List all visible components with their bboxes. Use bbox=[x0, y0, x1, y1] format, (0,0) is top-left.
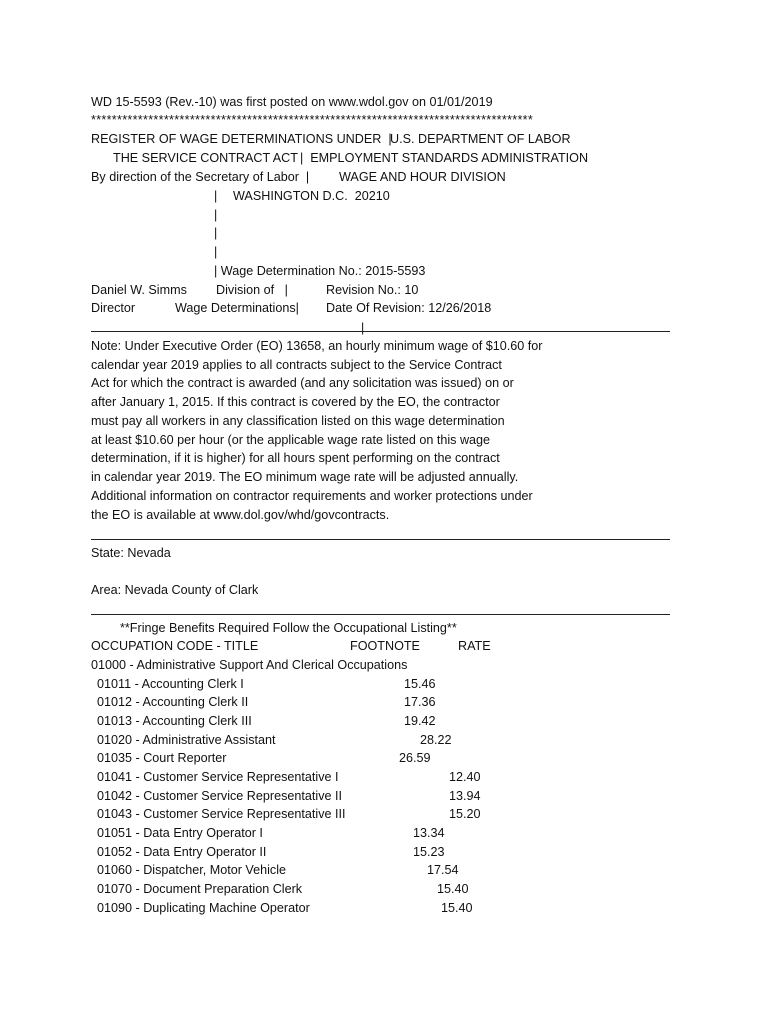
occupation-group-heading: 01000 - Administrative Support And Clerical Occupations bbox=[91, 658, 408, 672]
occupation-rate: 13.34 bbox=[413, 826, 445, 840]
note-line: at least $10.60 per hour (or the applicable wage rate listed on this wage bbox=[91, 433, 491, 447]
column-header-rate: RATE bbox=[458, 639, 491, 653]
employment-standards-heading: | EMPLOYMENT STANDARDS ADMINISTRATION bbox=[300, 151, 589, 165]
occupation-code-title: 01035 - Court Reporter bbox=[97, 751, 227, 765]
register-heading: REGISTER OF WAGE DETERMINATIONS UNDER | bbox=[91, 132, 392, 146]
divider-rule bbox=[91, 331, 670, 332]
occupation-rate: 15.40 bbox=[437, 882, 469, 896]
star-divider: ************************************************************************************* bbox=[91, 113, 534, 127]
note-line: the EO is available at www.dol.gov/whd/govcontracts. bbox=[91, 508, 390, 522]
note-line: must pay all workers in any classification listed on this wage determination bbox=[91, 414, 505, 428]
occupation-code-title: 01011 - Accounting Clerk I bbox=[97, 677, 244, 691]
divider-pipe: | bbox=[361, 321, 365, 335]
service-contract-act-heading: THE SERVICE CONTRACT ACT bbox=[113, 151, 298, 165]
occupation-rate: 15.46 bbox=[404, 677, 436, 691]
division-of-label: Division of | bbox=[216, 283, 288, 297]
occupation-code-title: 01020 - Administrative Assistant bbox=[97, 733, 276, 747]
posting-line: WD 15-5593 (Rev.-10) was first posted on www.wdol.gov on 01/01/2019 bbox=[91, 95, 493, 109]
occupation-rate: 15.23 bbox=[413, 845, 445, 859]
column-header-footnote: FOOTNOTE bbox=[350, 639, 420, 653]
occupation-code-title: 01043 - Customer Service Representative III bbox=[97, 807, 346, 821]
signatory-title: Director bbox=[91, 301, 136, 315]
note-line: Note: Under Executive Order (EO) 13658, an hourly minimum wage of $10.60 for bbox=[91, 339, 543, 353]
note-line: Additional information on contractor requirements and worker protections under bbox=[91, 489, 533, 503]
area-line: Area: Nevada County of Clark bbox=[91, 583, 259, 597]
signatory-name: Daniel W. Simms bbox=[91, 283, 187, 297]
occupation-code-title: 01070 - Document Preparation Clerk bbox=[97, 882, 303, 896]
state-line: State: Nevada bbox=[91, 546, 171, 560]
occupation-code-title: 01051 - Data Entry Operator I bbox=[97, 826, 263, 840]
secretary-direction-line: By direction of the Secretary of Labor | bbox=[91, 170, 310, 184]
date-of-revision: Date Of Revision: 12/26/2018 bbox=[326, 301, 492, 315]
occupation-code-title: 01090 - Duplicating Machine Operator bbox=[97, 901, 310, 915]
wage-determinations-label: Wage Determinations| bbox=[175, 301, 299, 315]
occupation-code-title: 01012 - Accounting Clerk II bbox=[97, 695, 249, 709]
occupation-rate: 17.36 bbox=[404, 695, 436, 709]
header-pipe: | bbox=[214, 208, 218, 222]
occupation-rate: 19.42 bbox=[404, 714, 436, 728]
note-line: Act for which the contract is awarded (and any solicitation was issued) on or bbox=[91, 376, 514, 390]
note-line: after January 1, 2015. If this contract is covered by the EO, the contractor bbox=[91, 395, 500, 409]
occupation-code-title: 01042 - Customer Service Representative II bbox=[97, 789, 342, 803]
divider-rule bbox=[91, 614, 670, 615]
wage-determination-number: | Wage Determination No.: 2015-5593 bbox=[214, 264, 426, 278]
header-pipe: | bbox=[214, 226, 218, 240]
occupation-code-title: 01013 - Accounting Clerk III bbox=[97, 714, 252, 728]
occupation-rate: 13.94 bbox=[449, 789, 481, 803]
occupation-rate: 28.22 bbox=[420, 733, 452, 747]
wage-hour-division-heading: WAGE AND HOUR DIVISION bbox=[339, 170, 506, 184]
washington-address: WASHINGTON D.C. 20210 bbox=[233, 189, 390, 203]
fringe-benefits-note: **Fringe Benefits Required Follow the Occupational Listing** bbox=[120, 621, 457, 635]
note-line: determination, if it is higher) for all hours spent performing on the contract bbox=[91, 451, 500, 465]
occupation-code-title: 01052 - Data Entry Operator II bbox=[97, 845, 267, 859]
header-pipe: | bbox=[214, 245, 218, 259]
occupation-rate: 26.59 bbox=[399, 751, 431, 765]
occupation-code-title: 01060 - Dispatcher, Motor Vehicle bbox=[97, 863, 287, 877]
department-heading: U.S. DEPARTMENT OF LABOR bbox=[390, 132, 571, 146]
header-pipe: | bbox=[214, 189, 218, 203]
column-header-code-title: OCCUPATION CODE - TITLE bbox=[91, 639, 259, 653]
occupation-code-title: 01041 - Customer Service Representative I bbox=[97, 770, 339, 784]
occupation-rate: 12.40 bbox=[449, 770, 481, 784]
note-line: in calendar year 2019. The EO minimum wage rate will be adjusted annually. bbox=[91, 470, 519, 484]
occupation-rate: 15.20 bbox=[449, 807, 481, 821]
occupation-rate: 17.54 bbox=[427, 863, 459, 877]
divider-rule bbox=[91, 539, 670, 540]
revision-number: Revision No.: 10 bbox=[326, 283, 419, 297]
note-line: calendar year 2019 applies to all contracts subject to the Service Contract bbox=[91, 358, 502, 372]
occupation-rate: 15.40 bbox=[441, 901, 473, 915]
